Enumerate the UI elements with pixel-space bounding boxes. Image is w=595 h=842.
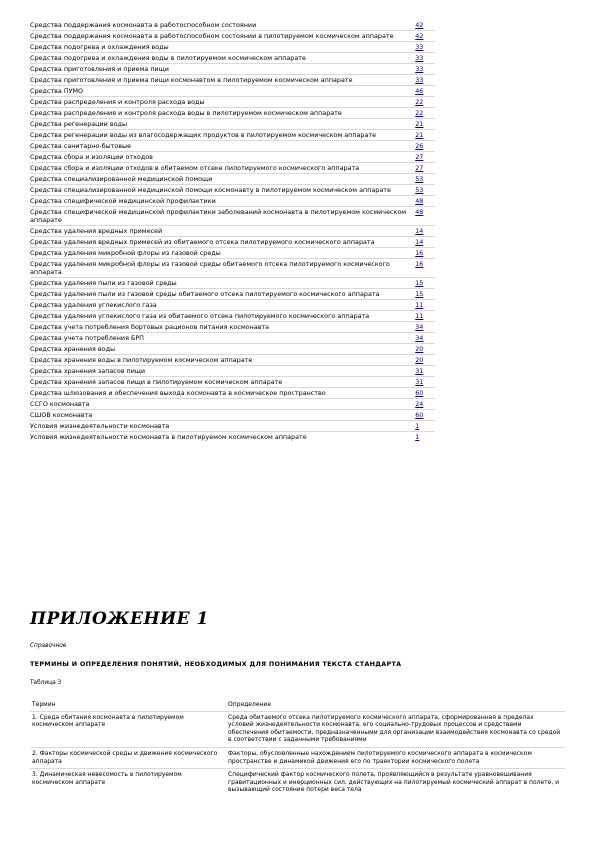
index-row	[30, 431, 435, 442]
index-page-link[interactable]: 53	[415, 186, 424, 194]
index-row	[30, 343, 435, 354]
index-row	[30, 398, 435, 409]
index-page-link[interactable]: 20	[415, 356, 424, 364]
alphabetical-index	[30, 20, 435, 442]
index-row	[30, 277, 435, 288]
index-page-link[interactable]: 1	[415, 422, 420, 430]
index-term: Условия жизнедеятельности космонавта	[30, 422, 170, 430]
index-term: СШОВ космонавта	[30, 411, 93, 419]
definitions-header-row	[30, 699, 565, 711]
index-row	[30, 236, 435, 247]
index-term: Средства учета потребления бортовых рационов питания космонавта	[30, 323, 270, 331]
index-term: Средства удаления пыли из газовой среды	[30, 279, 177, 287]
index-row	[30, 41, 435, 52]
index-page-link[interactable]: 27	[415, 153, 424, 161]
definition-term: 3. Динамическая невесомость в пилотируемом космическом аппарате	[30, 769, 226, 797]
index-page-link[interactable]: 16	[415, 249, 424, 257]
index-term: Средства подогрева и охлаждения воды в пилотируемом космическом аппарате	[30, 54, 306, 62]
index-page-link[interactable]: 11	[415, 301, 424, 309]
index-row	[30, 225, 435, 236]
index-page-link[interactable]: 24	[415, 400, 424, 408]
index-term: Средства приготовления и приема пищи космонавтом в пилотируемом космическом аппарате	[30, 76, 353, 84]
index-term: Средства приготовления и приема пищи	[30, 65, 169, 73]
index-term: Средства шлюзования и обеспечения выхода космонавта в космическое пространство	[30, 389, 326, 397]
definition-text: Факторы, обусловленные нахождением пилотируемого космического аппарата в космическом пространстве и динамикой движения его по траектории космического полета	[226, 747, 565, 768]
index-term: Средства регенерации воды	[30, 120, 128, 128]
index-row	[30, 118, 435, 129]
index-row	[30, 206, 435, 225]
definition-text: Среда обитаемого отсека пилотируемого космического аппарата, сформированная в пределах условий жизнедеятельности космонавта, его социально-трудовых процессов и средствами обеспечения обитаемости, предназначенными для организации взаимодействия космонавта со средой в соответствии с заданными требованиями	[226, 711, 565, 747]
index-page-link[interactable]: 15	[415, 290, 424, 298]
index-row	[30, 30, 435, 41]
index-row	[30, 52, 435, 63]
index-term: Средства удаления вредных примесей из обитаемого отсека пилотируемого космического аппарата	[30, 238, 375, 246]
index-page-link[interactable]: 26	[415, 142, 424, 150]
reference-note: Справочное	[30, 643, 67, 649]
header-definition: Определение	[228, 701, 272, 708]
index-term: Средства удаления микробной флоры из газовой среды	[30, 249, 221, 257]
index-row	[30, 96, 435, 107]
index-row	[30, 321, 435, 332]
index-term: Средства удаления вредных примесей	[30, 227, 163, 235]
index-page-link[interactable]: 21	[415, 131, 424, 139]
index-term: Средства удаления углекислого газа	[30, 301, 157, 309]
index-term: Средства специфической медицинской профилактики заболеваний космонавта в пилотируемом космическом аппарате	[30, 208, 407, 224]
index-page-link[interactable]: 46	[415, 87, 424, 95]
definition-row	[30, 769, 565, 797]
index-row	[30, 420, 435, 431]
index-page-link[interactable]: 20	[415, 345, 424, 353]
index-row	[30, 247, 435, 258]
index-page-link[interactable]: 33	[415, 76, 424, 84]
index-row	[30, 365, 435, 376]
index-page-link[interactable]: 27	[415, 164, 424, 172]
appendix-title: ПРИЛОЖЕНИЕ 1	[30, 609, 209, 629]
index-page-link[interactable]: 42	[415, 32, 424, 40]
index-row	[30, 310, 435, 321]
index-page-link[interactable]: 14	[415, 227, 424, 235]
index-page-link[interactable]: 60	[415, 389, 424, 397]
section-heading: ТЕРМИНЫ И ОПРЕДЕЛЕНИЯ ПОНЯТИЙ, НЕОБХОДИМЫХ ДЛЯ ПОНИМАНИЯ ТЕКСТА СТАНДАРТА	[30, 660, 402, 668]
table-caption: Таблица 3	[30, 680, 62, 686]
index-page-link[interactable]: 34	[415, 334, 424, 342]
index-term: Средства хранения запасов пищи в пилотируемом космическом аппарате	[30, 378, 283, 386]
index-term: Средства сбора и изоляции отходов	[30, 153, 153, 161]
index-term: Средства специфической медицинской профилактики	[30, 197, 216, 205]
index-row	[30, 376, 435, 387]
index-term: Средства специализированной медицинской помощи	[30, 175, 213, 183]
index-row	[30, 409, 435, 420]
index-term: Средства поддержания космонавта в работоспособном состоянии	[30, 21, 257, 29]
index-term: Средства поддержания космонавта в работоспособном состоянии в пилотируемом космическом аппарате	[30, 32, 394, 40]
index-row	[30, 173, 435, 184]
index-term: Средства санитарно-бытовые	[30, 142, 132, 150]
index-page-link[interactable]: 22	[415, 109, 424, 117]
index-page-link[interactable]: 42	[415, 21, 424, 29]
index-row	[30, 332, 435, 343]
index-page-link[interactable]: 60	[415, 411, 424, 419]
index-row	[30, 288, 435, 299]
index-term: Средства распределения и контроля расхода воды в пилотируемом космическом аппарате	[30, 109, 342, 117]
index-page-link[interactable]: 14	[415, 238, 424, 246]
index-page-link[interactable]: 16	[415, 260, 424, 268]
index-row	[30, 63, 435, 74]
index-row	[30, 354, 435, 365]
definitions-table	[30, 699, 565, 797]
index-page-link[interactable]: 48	[415, 197, 424, 205]
index-page-link[interactable]: 33	[415, 43, 424, 51]
index-page-link[interactable]: 22	[415, 98, 424, 106]
index-page-link[interactable]: 33	[415, 54, 424, 62]
index-term: Условия жизнедеятельности космонавта в пилотируемом космическом аппарате	[30, 433, 307, 441]
index-term: Средства удаления микробной флоры из газовой среды обитаемого отсека пилотируемого космического аппарата	[30, 260, 390, 276]
index-term: Средства распределения и контроля расхода воды	[30, 98, 205, 106]
definition-row	[30, 711, 565, 747]
index-row	[30, 140, 435, 151]
definition-term: 2. Факторы космической среды и движения космического аппарата	[30, 747, 226, 768]
definition-row	[30, 747, 565, 768]
index-page-link[interactable]: 31	[415, 378, 424, 386]
index-row	[30, 151, 435, 162]
index-term: Средства удаления углекислого газа из обитаемого отсека пилотируемого космического аппарата	[30, 312, 370, 320]
index-term: Средства регенерации воды из влагосодержащих продуктов в пилотируемом космическом аппарате	[30, 131, 377, 139]
index-page-link[interactable]: 34	[415, 323, 424, 331]
index-row	[30, 387, 435, 398]
index-row	[30, 20, 435, 30]
index-term: Средства хранения запасов пищи	[30, 367, 146, 375]
index-term: Средства подогрева и охлаждения воды	[30, 43, 169, 51]
index-row	[30, 74, 435, 85]
index-row	[30, 184, 435, 195]
definition-text: Специфический фактор космического полета, проявляющийся в результате уравновешивания гравитационных и инерционных сил, действующих на пилотируемый космический аппарат в полете, и вызывающий состояние потери веса тела	[226, 769, 565, 797]
index-page-link[interactable]: 53	[415, 175, 424, 183]
index-term: Средства хранения воды	[30, 345, 116, 353]
index-row	[30, 162, 435, 173]
index-row	[30, 107, 435, 118]
definition-term: 1. Среда обитания космонавта в пилотируемом космическом аппарате	[30, 711, 226, 747]
header-term: Термин	[32, 701, 56, 708]
index-row	[30, 195, 435, 206]
index-page-link[interactable]: 15	[415, 279, 424, 287]
index-term: Средства учета потребления БРП	[30, 334, 144, 342]
index-row	[30, 129, 435, 140]
index-row	[30, 85, 435, 96]
index-page-link[interactable]: 48	[415, 208, 424, 216]
index-term: ССГО космонавта	[30, 400, 90, 408]
index-term: Средства удаления пыли из газовой среды обитаемого отсека пилотируемого космического аппарата	[30, 290, 380, 298]
index-term: Средства сбора и изоляции отходов в обитаемом отсеке пилотируемого космического аппарата	[30, 164, 360, 172]
index-term: Средства ПУМО	[30, 87, 84, 95]
index-page-link[interactable]: 33	[415, 65, 424, 73]
index-page-link[interactable]: 31	[415, 367, 424, 375]
index-term: Средства специализированной медицинской помощи космонавту в пилотируемом космическом аппарате	[30, 186, 391, 194]
index-page-link[interactable]: 21	[415, 120, 424, 128]
index-row	[30, 258, 435, 277]
index-page-link[interactable]: 1	[415, 433, 420, 441]
index-page-link[interactable]: 11	[415, 312, 424, 320]
index-row	[30, 299, 435, 310]
index-term: Средства хранения воды в пилотируемом космическом аппарате	[30, 356, 253, 364]
